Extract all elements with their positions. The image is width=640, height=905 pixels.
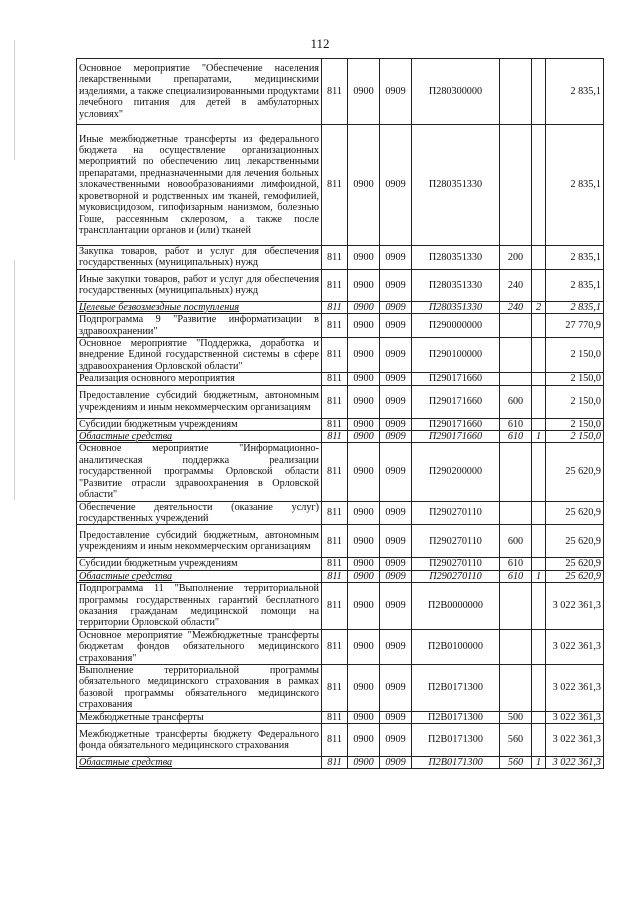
ministry-code-cell: 811 bbox=[322, 418, 348, 430]
ministry-code-cell: 811 bbox=[322, 431, 348, 443]
subsection-code-cell: 0909 bbox=[380, 583, 412, 630]
funding-source-cell bbox=[532, 629, 546, 664]
amount-cell: 25 620,9 bbox=[546, 570, 604, 582]
target-article-cell: П280351330 bbox=[412, 301, 500, 313]
amount-cell: 3 022 361,3 bbox=[546, 664, 604, 711]
subsection-code-cell: 0909 bbox=[380, 443, 412, 501]
subsection-code-cell: 0909 bbox=[380, 724, 412, 757]
table-row bbox=[77, 385, 604, 418]
section-code-cell: 0900 bbox=[348, 269, 380, 301]
funding-source-cell: 1 bbox=[532, 570, 546, 582]
ministry-code-cell: 811 bbox=[322, 246, 348, 270]
target-article-cell: П2В0100000 bbox=[412, 629, 500, 664]
subsection-code-cell: 0909 bbox=[380, 558, 412, 570]
scan-margin-line bbox=[14, 260, 15, 500]
table-row bbox=[77, 418, 604, 430]
table-row bbox=[77, 558, 604, 570]
table-row bbox=[77, 301, 604, 313]
target-article-cell: П290000000 bbox=[412, 314, 500, 338]
subsection-code-cell: 0909 bbox=[380, 338, 412, 373]
expense-type-cell bbox=[500, 314, 532, 338]
table-row bbox=[77, 570, 604, 582]
row-name-cell: Реализация основного мероприятия bbox=[77, 373, 322, 385]
funding-source-cell: 1 bbox=[532, 757, 546, 769]
table-row bbox=[77, 583, 604, 630]
ministry-code-cell: 811 bbox=[322, 443, 348, 501]
ministry-code-cell: 811 bbox=[322, 583, 348, 630]
row-name-cell: Межбюджетные трансферты bbox=[77, 711, 322, 723]
amount-cell: 2 835,1 bbox=[546, 246, 604, 270]
table-row bbox=[77, 501, 604, 525]
subsection-code-cell: 0909 bbox=[380, 664, 412, 711]
funding-source-cell bbox=[532, 338, 546, 373]
table-row bbox=[77, 664, 604, 711]
expense-type-cell bbox=[500, 629, 532, 664]
target-article-cell: П280351330 bbox=[412, 269, 500, 301]
budget-table bbox=[76, 58, 604, 769]
table-row bbox=[77, 711, 604, 723]
funding-source-cell bbox=[532, 711, 546, 723]
ministry-code-cell: 811 bbox=[322, 338, 348, 373]
subsection-code-cell: 0909 bbox=[380, 269, 412, 301]
expense-type-cell: 600 bbox=[500, 525, 532, 558]
expense-type-cell: 600 bbox=[500, 385, 532, 418]
ministry-code-cell: 811 bbox=[322, 525, 348, 558]
target-article-cell: П2В0171300 bbox=[412, 711, 500, 723]
target-article-cell: П290171660 bbox=[412, 431, 500, 443]
expense-type-cell bbox=[500, 583, 532, 630]
funding-source-cell bbox=[532, 724, 546, 757]
expense-type-cell bbox=[500, 338, 532, 373]
subsection-code-cell: 0909 bbox=[380, 59, 412, 125]
expense-type-cell: 610 bbox=[500, 570, 532, 582]
expense-type-cell: 560 bbox=[500, 724, 532, 757]
amount-cell: 2 150,0 bbox=[546, 385, 604, 418]
row-name-cell: Основное мероприятие "Обеспечение населения лекарственными препаратами, медицинскими изделиями, а также специализированными продуктами лечебного питания для детей в амбулаторных условиях" bbox=[77, 59, 322, 125]
ministry-code-cell: 811 bbox=[322, 711, 348, 723]
section-code-cell: 0900 bbox=[348, 246, 380, 270]
ministry-code-cell: 811 bbox=[322, 385, 348, 418]
ministry-code-cell: 811 bbox=[322, 570, 348, 582]
amount-cell: 2 150,0 bbox=[546, 431, 604, 443]
ministry-code-cell: 811 bbox=[322, 59, 348, 125]
subsection-code-cell: 0909 bbox=[380, 373, 412, 385]
funding-source-cell bbox=[532, 501, 546, 525]
funding-source-cell bbox=[532, 583, 546, 630]
table-row bbox=[77, 525, 604, 558]
ministry-code-cell: 811 bbox=[322, 629, 348, 664]
subsection-code-cell: 0909 bbox=[380, 757, 412, 769]
row-name-cell: Выполнение территориальной программы обязательного медицинского страхования в рамках базовой программы обязательного медицинского страхования bbox=[77, 664, 322, 711]
funding-source-cell: 2 bbox=[532, 301, 546, 313]
row-name-cell: Областные средства bbox=[77, 757, 322, 769]
amount-cell: 3 022 361,3 bbox=[546, 757, 604, 769]
amount-cell: 25 620,9 bbox=[546, 501, 604, 525]
expense-type-cell bbox=[500, 443, 532, 501]
subsection-code-cell: 0909 bbox=[380, 246, 412, 270]
row-name-cell: Иные закупки товаров, работ и услуг для обеспечения государственных (муниципальных) нужд bbox=[77, 269, 322, 301]
target-article-cell: П280351330 bbox=[412, 246, 500, 270]
row-name-cell: Основное мероприятие "Поддержка, доработка и внедрение Единой государственной системы в сфере здравоохранения Орловской области" bbox=[77, 338, 322, 373]
row-name-cell: Подпрограмма 9 "Развитие информатизации в здравоохранении" bbox=[77, 314, 322, 338]
funding-source-cell bbox=[532, 664, 546, 711]
section-code-cell: 0900 bbox=[348, 724, 380, 757]
amount-cell: 2 835,1 bbox=[546, 125, 604, 246]
ministry-code-cell: 811 bbox=[322, 757, 348, 769]
ministry-code-cell: 811 bbox=[322, 269, 348, 301]
table-row bbox=[77, 431, 604, 443]
subsection-code-cell: 0909 bbox=[380, 314, 412, 338]
row-name-cell: Иные межбюджетные трансферты из федерального бюджета на осуществление организационных мероприятий по обеспечению лиц лекарственными препаратами, предназначенными для лечения больных злокачественными новообразованиями лимфоидной, кроветворной и родственных им тканей, гемофилией, муковисцидозом, гипофизарным нанизмом, болезнью Гоше, рассеянным склерозом, а также после трансплантации органов и (или) тканей bbox=[77, 125, 322, 246]
subsection-code-cell: 0909 bbox=[380, 125, 412, 246]
table-row bbox=[77, 246, 604, 270]
expense-type-cell bbox=[500, 373, 532, 385]
section-code-cell: 0900 bbox=[348, 314, 380, 338]
table-row bbox=[77, 443, 604, 501]
section-code-cell: 0900 bbox=[348, 125, 380, 246]
funding-source-cell: 1 bbox=[532, 431, 546, 443]
section-code-cell: 0900 bbox=[348, 59, 380, 125]
target-article-cell: П2В0171300 bbox=[412, 757, 500, 769]
row-name-cell: Подпрограмма 11 "Выполнение территориальной программы государственных гарантий бесплатного оказания гражданам медицинской помощи на территории Орловской области" bbox=[77, 583, 322, 630]
expense-type-cell bbox=[500, 59, 532, 125]
section-code-cell: 0900 bbox=[348, 385, 380, 418]
table-row bbox=[77, 269, 604, 301]
amount-cell: 2 150,0 bbox=[546, 418, 604, 430]
ministry-code-cell: 811 bbox=[322, 314, 348, 338]
expense-type-cell: 560 bbox=[500, 757, 532, 769]
ministry-code-cell: 811 bbox=[322, 301, 348, 313]
ministry-code-cell: 811 bbox=[322, 558, 348, 570]
row-name-cell: Межбюджетные трансферты бюджету Федерального фонда обязательного медицинского страхования bbox=[77, 724, 322, 757]
table-row bbox=[77, 724, 604, 757]
expense-type-cell: 240 bbox=[500, 301, 532, 313]
ministry-code-cell: 811 bbox=[322, 501, 348, 525]
target-article-cell: П280351330 bbox=[412, 125, 500, 246]
section-code-cell: 0900 bbox=[348, 525, 380, 558]
funding-source-cell bbox=[532, 525, 546, 558]
table-row bbox=[77, 314, 604, 338]
table-row bbox=[77, 338, 604, 373]
expense-type-cell bbox=[500, 125, 532, 246]
subsection-code-cell: 0909 bbox=[380, 385, 412, 418]
funding-source-cell bbox=[532, 443, 546, 501]
target-article-cell: П290171660 bbox=[412, 418, 500, 430]
amount-cell: 2 835,1 bbox=[546, 59, 604, 125]
funding-source-cell bbox=[532, 373, 546, 385]
row-name-cell: Обеспечение деятельности (оказание услуг) государственных учреждений bbox=[77, 501, 322, 525]
funding-source-cell bbox=[532, 558, 546, 570]
subsection-code-cell: 0909 bbox=[380, 629, 412, 664]
subsection-code-cell: 0909 bbox=[380, 301, 412, 313]
section-code-cell: 0900 bbox=[348, 558, 380, 570]
expense-type-cell: 610 bbox=[500, 558, 532, 570]
section-code-cell: 0900 bbox=[348, 711, 380, 723]
section-code-cell: 0900 bbox=[348, 629, 380, 664]
subsection-code-cell: 0909 bbox=[380, 525, 412, 558]
section-code-cell: 0900 bbox=[348, 501, 380, 525]
amount-cell: 2 150,0 bbox=[546, 338, 604, 373]
amount-cell: 3 022 361,3 bbox=[546, 724, 604, 757]
row-name-cell: Субсидии бюджетным учреждениям bbox=[77, 558, 322, 570]
funding-source-cell bbox=[532, 418, 546, 430]
row-name-cell: Предоставление субсидий бюджетным, автономным учреждениям и иным некоммерческим организациям bbox=[77, 525, 322, 558]
row-name-cell: Предоставление субсидий бюджетным, автономным учреждениям и иным некоммерческим организациям bbox=[77, 385, 322, 418]
subsection-code-cell: 0909 bbox=[380, 418, 412, 430]
funding-source-cell bbox=[532, 269, 546, 301]
ministry-code-cell: 811 bbox=[322, 724, 348, 757]
subsection-code-cell: 0909 bbox=[380, 711, 412, 723]
amount-cell: 3 022 361,3 bbox=[546, 629, 604, 664]
row-name-cell: Областные средства bbox=[77, 570, 322, 582]
target-article-cell: П290270110 bbox=[412, 501, 500, 525]
amount-cell: 25 620,9 bbox=[546, 558, 604, 570]
table-row bbox=[77, 757, 604, 769]
ministry-code-cell: 811 bbox=[322, 373, 348, 385]
row-name-cell: Основное мероприятие "Межбюджетные трансферты бюджетам фондов обязательного медицинского страхования" bbox=[77, 629, 322, 664]
amount-cell: 25 620,9 bbox=[546, 443, 604, 501]
table-row bbox=[77, 125, 604, 246]
expense-type-cell: 200 bbox=[500, 246, 532, 270]
target-article-cell: П290270110 bbox=[412, 558, 500, 570]
target-article-cell: П290270110 bbox=[412, 525, 500, 558]
page-number: 112 bbox=[310, 36, 330, 51]
target-article-cell: П290200000 bbox=[412, 443, 500, 501]
ministry-code-cell: 811 bbox=[322, 664, 348, 711]
target-article-cell: П290171660 bbox=[412, 373, 500, 385]
funding-source-cell bbox=[532, 314, 546, 338]
section-code-cell: 0900 bbox=[348, 570, 380, 582]
section-code-cell: 0900 bbox=[348, 418, 380, 430]
subsection-code-cell: 0909 bbox=[380, 431, 412, 443]
target-article-cell: П290100000 bbox=[412, 338, 500, 373]
target-article-cell: П290171660 bbox=[412, 385, 500, 418]
row-name-cell: Областные средства bbox=[77, 431, 322, 443]
amount-cell: 3 022 361,3 bbox=[546, 583, 604, 630]
section-code-cell: 0900 bbox=[348, 431, 380, 443]
section-code-cell: 0900 bbox=[348, 338, 380, 373]
target-article-cell: П2В0171300 bbox=[412, 724, 500, 757]
table-row bbox=[77, 629, 604, 664]
scan-margin-line bbox=[14, 40, 15, 160]
target-article-cell: П280300000 bbox=[412, 59, 500, 125]
ministry-code-cell: 811 bbox=[322, 125, 348, 246]
expense-type-cell: 240 bbox=[500, 269, 532, 301]
target-article-cell: П290270110 bbox=[412, 570, 500, 582]
row-name-cell: Закупка товаров, работ и услуг для обеспечения государственных (муниципальных) нужд bbox=[77, 246, 322, 270]
table-row bbox=[77, 373, 604, 385]
amount-cell: 3 022 361,3 bbox=[546, 711, 604, 723]
subsection-code-cell: 0909 bbox=[380, 570, 412, 582]
amount-cell: 2 835,1 bbox=[546, 301, 604, 313]
funding-source-cell bbox=[532, 246, 546, 270]
amount-cell: 25 620,9 bbox=[546, 525, 604, 558]
row-name-cell: Субсидии бюджетным учреждениям bbox=[77, 418, 322, 430]
expense-type-cell bbox=[500, 501, 532, 525]
funding-source-cell bbox=[532, 125, 546, 246]
expense-type-cell: 610 bbox=[500, 431, 532, 443]
amount-cell: 2 150,0 bbox=[546, 373, 604, 385]
expense-type-cell: 500 bbox=[500, 711, 532, 723]
row-name-cell: Целевые безвозмездные поступления bbox=[77, 301, 322, 313]
section-code-cell: 0900 bbox=[348, 373, 380, 385]
section-code-cell: 0900 bbox=[348, 757, 380, 769]
funding-source-cell bbox=[532, 59, 546, 125]
section-code-cell: 0900 bbox=[348, 583, 380, 630]
section-code-cell: 0900 bbox=[348, 301, 380, 313]
funding-source-cell bbox=[532, 385, 546, 418]
amount-cell: 2 835,1 bbox=[546, 269, 604, 301]
subsection-code-cell: 0909 bbox=[380, 501, 412, 525]
row-name-cell: Основное мероприятие "Информационно-аналитическая поддержка реализации государственной программы Орловской области "Развитие отрасли здравоохранения в Орловской области" bbox=[77, 443, 322, 501]
table-row bbox=[77, 59, 604, 125]
expense-type-cell bbox=[500, 664, 532, 711]
target-article-cell: П2В0000000 bbox=[412, 583, 500, 630]
amount-cell: 27 770,9 bbox=[546, 314, 604, 338]
section-code-cell: 0900 bbox=[348, 664, 380, 711]
expense-type-cell: 610 bbox=[500, 418, 532, 430]
section-code-cell: 0900 bbox=[348, 443, 380, 501]
target-article-cell: П2В0171300 bbox=[412, 664, 500, 711]
